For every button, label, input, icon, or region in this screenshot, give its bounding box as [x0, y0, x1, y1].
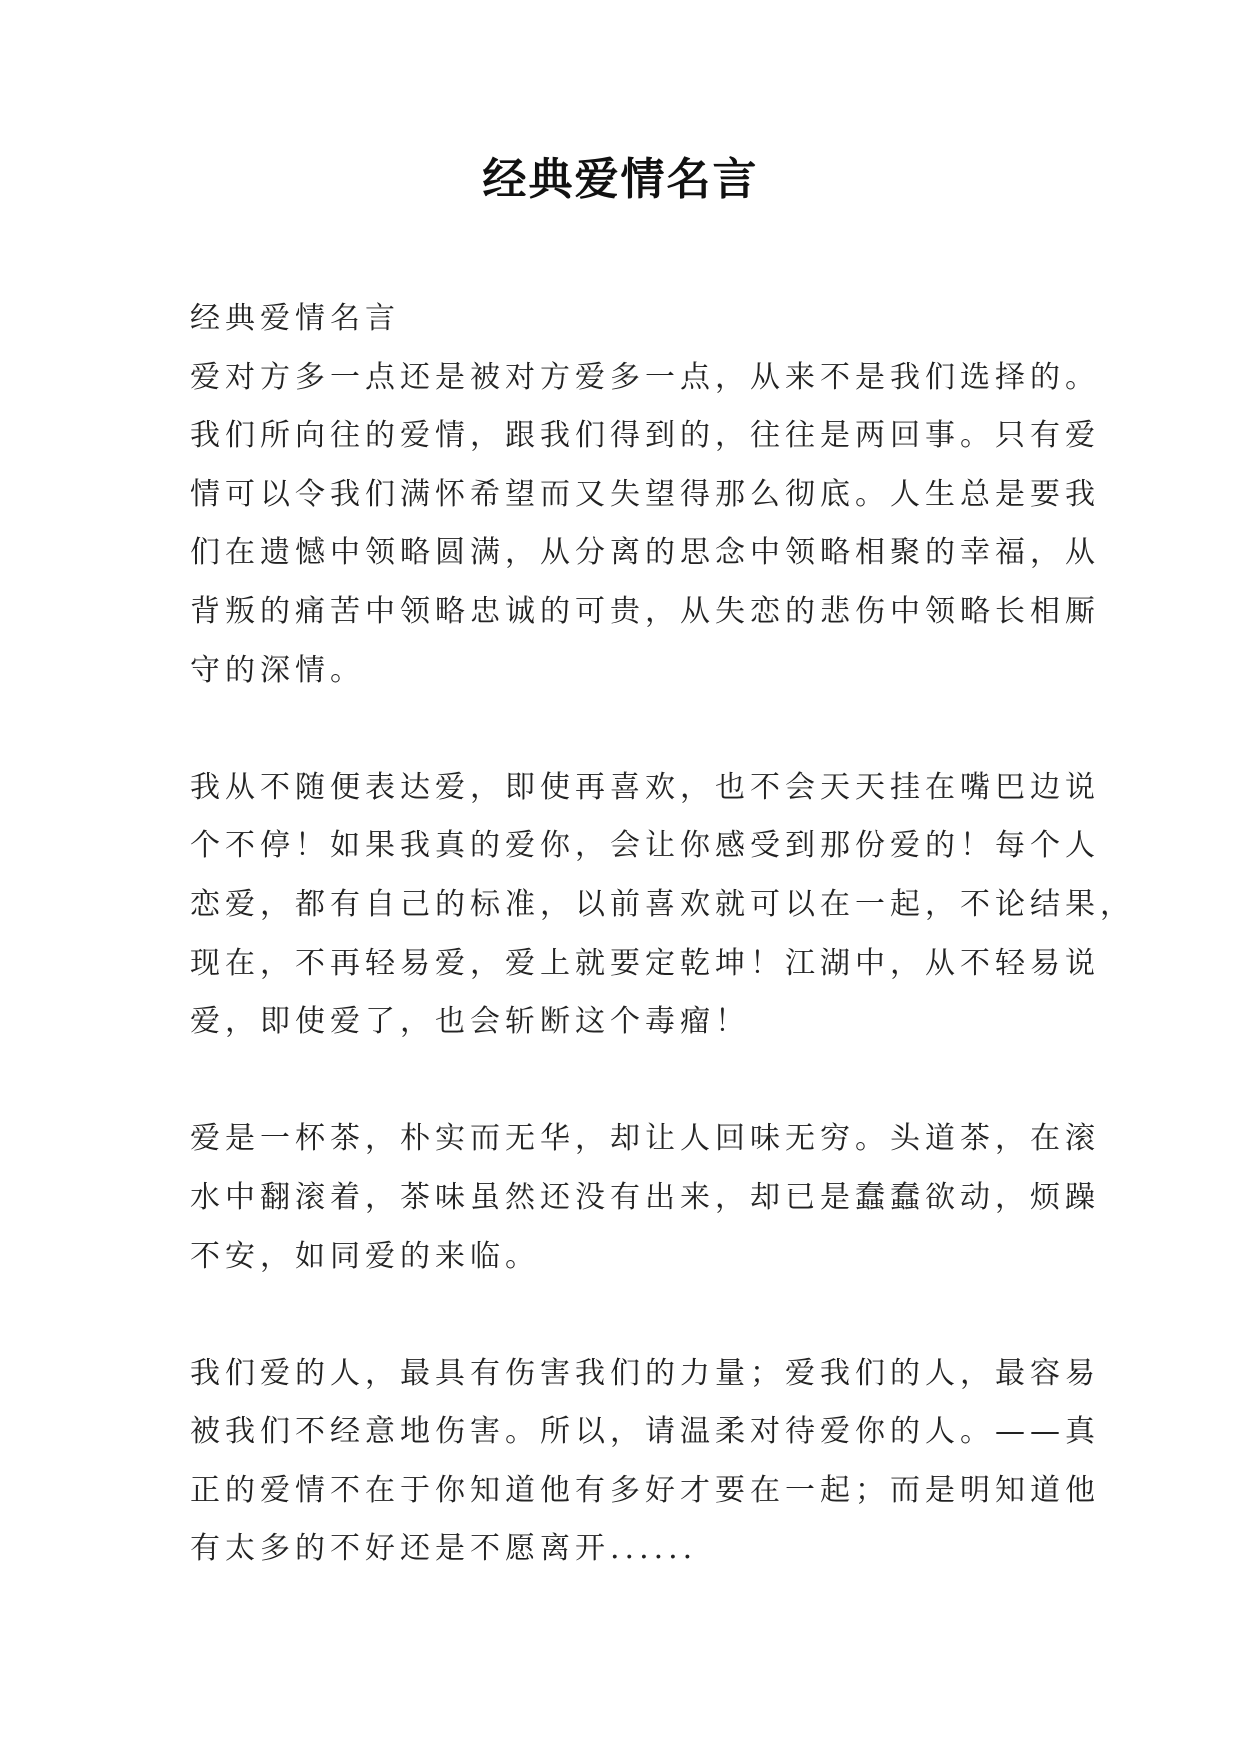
paragraph-line: 被我们不经意地伤害。所以，请温柔对待爱你的人。——真: [190, 1414, 1100, 1450]
document-body: [190, 290, 1135, 1579]
paragraph-spacer: [190, 1052, 1090, 1111]
paragraph-line: 情可以令我们满怀希望而又失望得那么彻底。人生总是要我: [190, 476, 1100, 512]
paragraph-1: [190, 349, 1100, 701]
paragraph-2: [190, 759, 1135, 1052]
paragraph-line: 现在，不再轻易爱，爱上就要定乾坤！江湖中，从不轻易说: [190, 945, 1100, 981]
paragraph-line: 爱是一杯茶，朴实而无华，却让人回味无穷。头道茶，在滚: [190, 1121, 1100, 1157]
paragraph-line: 我从不随便表达爱，即使再喜欢，也不会天天挂在嘴巴边说: [190, 769, 1100, 805]
paragraph-line: 我们所向往的爱情，跟我们得到的，往往是两回事。只有爱: [190, 418, 1100, 454]
paragraph-3: [190, 1110, 1100, 1286]
document-subtitle: 经典爱情名言: [190, 301, 400, 336]
paragraph-line: 们在遗憾中领略圆满，从分离的思念中领略相聚的幸福，从: [190, 535, 1100, 571]
paragraph-line: 不安，如同爱的来临。: [190, 1238, 540, 1274]
paragraph-line: 守的深情。: [190, 652, 365, 688]
paragraph-spacer: [190, 1286, 1090, 1345]
document-title: 经典爱情名言: [482, 154, 759, 205]
paragraph-line: 个不停！如果我真的爱你，会让你感受到那份爱的！每个人: [190, 828, 1100, 864]
paragraph-line: 水中翻滚着，茶味虽然还没有出来，却已是蠢蠢欲动，烦躁: [190, 1179, 1100, 1215]
paragraph-line: 恋爱，都有自己的标准，以前喜欢就可以在一起，不论结果，: [190, 886, 1135, 922]
paragraph-line: 爱对方多一点还是被对方爱多一点，从来不是我们选择的。: [190, 359, 1100, 395]
paragraph-4: [190, 1345, 1100, 1579]
paragraph-spacer: [190, 700, 1090, 759]
paragraph-line: 爱，即使爱了，也会斩断这个毒瘤！: [190, 1004, 750, 1040]
paragraph-line: 背叛的痛苦中领略忠诚的可贵，从失恋的悲伤中领略长相厮: [190, 593, 1100, 629]
paragraph-line: 有太多的不好还是不愿离开......: [190, 1531, 698, 1567]
paragraph-line: 我们爱的人，最具有伤害我们的力量；爱我们的人，最容易: [190, 1355, 1100, 1391]
paragraph-line: 正的爱情不在于你知道他有多好才要在一起；而是明知道他: [190, 1472, 1100, 1508]
